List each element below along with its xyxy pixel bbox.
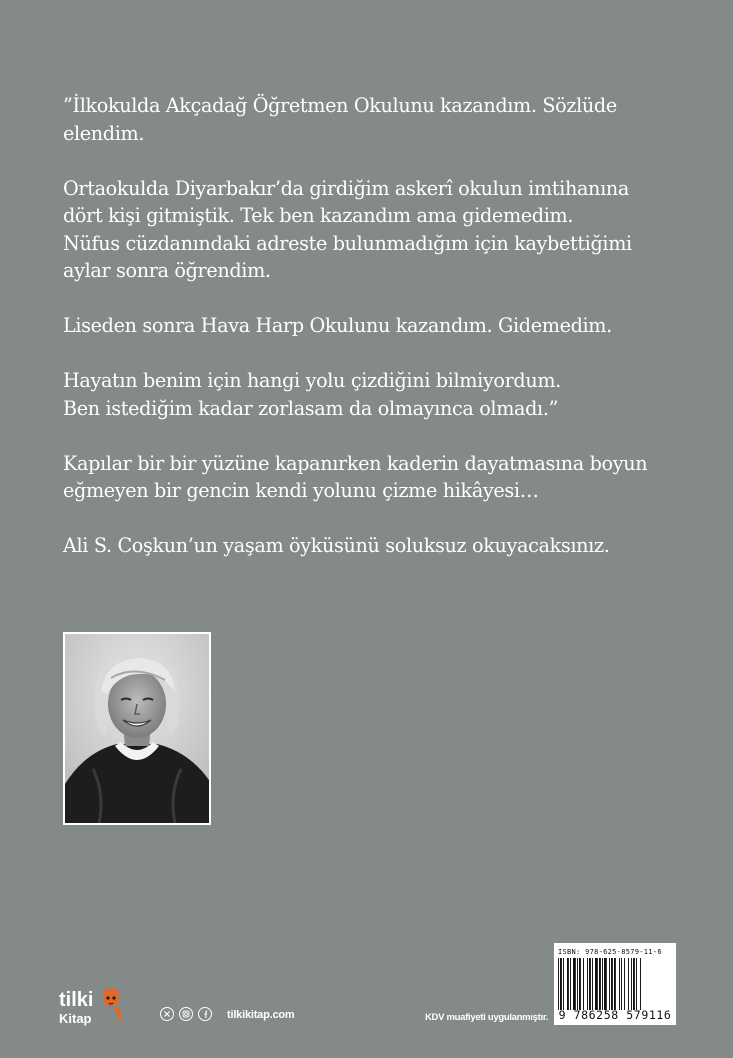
instagram-icon[interactable] <box>179 1007 193 1021</box>
barcode-bar <box>563 958 564 1010</box>
facebook-icon[interactable] <box>198 1007 212 1021</box>
barcode-bar <box>619 958 620 1010</box>
isbn-barcode <box>554 943 676 1025</box>
barcode-bar <box>573 958 576 1010</box>
blurb-paragraph <box>63 367 703 422</box>
blurb-line: Ortaokulda Diyarbakır’da girdiğim askerî okulun imtihanına <box>63 176 629 200</box>
blurb-paragraph <box>63 92 703 147</box>
barcode-bar <box>587 958 588 1010</box>
blurb-line: aylar sonra öğrendim. <box>63 259 271 282</box>
publisher-website-link[interactable]: tilkikitap.com <box>227 1009 295 1021</box>
x-icon[interactable] <box>160 1007 174 1021</box>
blurb-paragraph <box>63 450 703 505</box>
barcode-bar <box>595 958 598 1010</box>
barcode-bar <box>577 958 578 1010</box>
blurb-line: Kapılar bir bir yüzüne kapanırken kaderin dayatmasına boyun <box>63 451 648 475</box>
barcode-bar <box>631 958 632 1010</box>
blurb-paragraph <box>63 312 703 340</box>
barcode-bar <box>558 958 559 1010</box>
barcode-bar <box>621 958 622 1010</box>
blurb-line: Nüfus cüzdanındaki adreste bulunmadığım için kaybettiğimi <box>63 231 632 255</box>
barcode-bar <box>609 958 610 1010</box>
barcode-bar <box>570 958 571 1010</box>
barcode-bar <box>567 958 569 1010</box>
logo-text-top: tilki <box>59 989 94 1011</box>
blurb-line: Liseden sonra Hava Harp Okulunu kazandım. Gidemedim. <box>63 314 612 337</box>
logo-text-bottom: Kitap <box>59 1011 92 1026</box>
blurb-paragraph <box>63 532 703 560</box>
blurb-line: elendim. <box>63 121 145 145</box>
author-photo <box>63 632 211 825</box>
barcode-bar <box>624 958 625 1010</box>
blurb-line: dört kişi gitmiştik. Tek ben kazandım ama gidemedim. <box>63 204 574 227</box>
barcode-bar <box>628 958 629 1010</box>
tax-exemption-note: KDV muafiyeti uygulanmıştır. <box>425 1012 549 1023</box>
barcode-bar <box>589 958 591 1010</box>
social-links <box>160 1007 212 1021</box>
isbn-number: 9 786258 579116 <box>558 1008 672 1022</box>
barcode-bar <box>583 958 584 1010</box>
barcode-bar <box>611 958 613 1010</box>
isbn-label: ISBN: 978-625-8579-11-6 <box>558 948 662 956</box>
blurb-line: Hayatın benim için hangi yolu çizdiğini bilmiyordum. <box>63 369 561 392</box>
barcode-bar <box>636 958 637 1010</box>
barcode-bar <box>633 958 635 1010</box>
barcode-bars-icon <box>556 958 674 1010</box>
barcode-bar <box>614 958 616 1010</box>
back-cover-blurb <box>63 92 703 587</box>
blurb-line: eğmeyen bir gencin kendi yolunu çizme hikâyesi… <box>63 479 539 502</box>
tilki-fox-logo-icon <box>57 984 127 1028</box>
barcode-bar <box>602 958 603 1010</box>
barcode-bar <box>592 958 593 1010</box>
author-portrait-image <box>65 634 209 823</box>
blurb-line: Ben istediğim kadar zorlasam da olmayınca olmadı.” <box>63 396 559 420</box>
barcode-bar <box>579 958 581 1010</box>
publisher-logo <box>57 984 127 1028</box>
blurb-line: ”İlkokulda Akçadağ Öğretmen Okulunu kazandım. Sözlüde <box>63 94 617 117</box>
barcode-bar <box>560 958 562 1010</box>
barcode-bar <box>640 958 641 1010</box>
barcode-bar <box>599 958 601 1010</box>
barcode-bar <box>604 958 607 1010</box>
blurb-paragraph <box>63 175 703 285</box>
blurb-line: Ali S. Coşkun’un yaşam öyküsünü soluksuz okuyacaksınız. <box>63 534 610 557</box>
